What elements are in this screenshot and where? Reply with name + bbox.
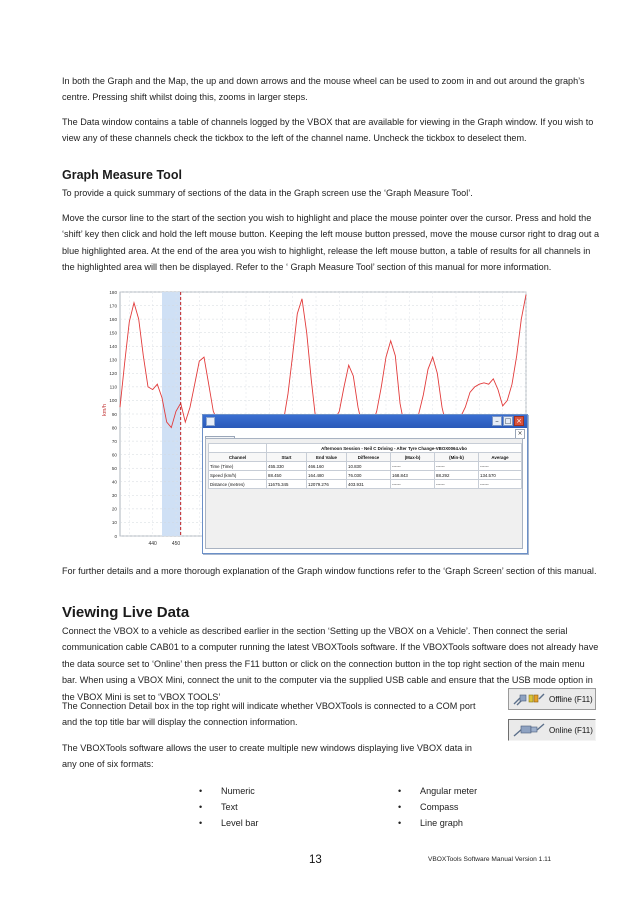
measure-results-window[interactable] <box>202 414 528 554</box>
column-header: Channel <box>209 453 267 462</box>
page-number: 13 <box>309 854 322 866</box>
y-tick-label: 90 <box>111 411 117 417</box>
online-button[interactable] <box>508 719 596 741</box>
column-header: End Value <box>307 453 347 462</box>
table-cell: ------ <box>479 462 522 471</box>
column-header: (Max-b) <box>391 453 435 462</box>
window-controls <box>492 416 524 426</box>
column-header: Average <box>479 453 522 462</box>
y-tick-label: 30 <box>111 493 117 499</box>
online-label: Online (F11) <box>549 725 593 735</box>
table-cell: 88.450 <box>267 471 307 480</box>
paragraph-data-window: The Data window contains a table of channels logged by the VBOX that are available for viewing in the Graph window. If you wish to view any of these channels check the tickbox to the left of the channel name. Uncheck the tickbox to deselect them. <box>62 117 594 144</box>
tab-strip <box>205 429 235 438</box>
list-item: • Text <box>199 799 258 815</box>
table-cell: Time (Time) <box>209 462 267 471</box>
y-tick-label: 100 <box>109 398 117 404</box>
close-icon[interactable]: × <box>514 416 524 426</box>
table-cell: ------ <box>479 480 522 489</box>
y-tick-label: 60 <box>111 452 117 458</box>
app-icon <box>206 417 215 426</box>
y-tick-label: 20 <box>111 506 117 512</box>
table-cell: 134.570 <box>479 471 522 480</box>
y-axis-label: km/h <box>102 404 108 416</box>
table-cell: 11675.345 <box>267 480 307 489</box>
list-item: • Angular meter <box>398 783 477 799</box>
paragraph-six-formats: The VBOXTools software allows the user to create multiple new windows displaying live VBOX data in any one of six formats: <box>62 743 472 770</box>
formats-list-right <box>398 783 477 831</box>
cable-disconnected-icon <box>512 690 546 708</box>
table-cell: Speed (km/h) <box>209 471 267 480</box>
minimize-icon[interactable]: – <box>492 416 502 426</box>
table-cell: 76.030 <box>347 471 391 480</box>
window-titlebar[interactable] <box>203 415 527 428</box>
table-cell: ------ <box>391 462 435 471</box>
table-cell: ------ <box>435 462 479 471</box>
paragraph-measure-intro: To provide a quick summary of sections of the data in the Graph screen use the ‘Graph Measure Tool’. <box>62 188 473 198</box>
table-cell: ------ <box>391 480 435 489</box>
y-tick-label: 110 <box>109 384 117 390</box>
manual-title: VBOXTools Software Manual Version 1.11 <box>428 856 552 863</box>
paragraph-connection-detail: The Connection Detail box in the top right will indicate whether VBOXTools is connected to a COM port and the top title bar will display the connection information. <box>62 701 476 728</box>
paragraph-zoom: In both the Graph and the Map, the up and down arrows and the mouse wheel can be used to zoom in and out around the graph’s centre. Pressing shift whilst doing this, zooms in larger steps. <box>62 76 585 103</box>
offline-button[interactable] <box>508 688 596 710</box>
table-cell: 455.330 <box>267 462 307 471</box>
results-header-row <box>209 453 522 462</box>
y-tick-label: 180 <box>109 289 117 295</box>
table-cell: 12079.276 <box>307 480 347 489</box>
y-tick-label: 140 <box>109 344 117 350</box>
x-tick-label: 450 <box>171 541 181 547</box>
table-cell: 168.843 <box>391 471 435 480</box>
y-tick-label: 0 <box>114 533 117 539</box>
y-tick-label: 80 <box>111 425 117 431</box>
paragraph-measure-steps: Move the cursor line to the start of the section you wish to highlight and place the mouse pointer over the cursor. Press and hold the ‘shift’ key then click and hold the left mouse button. Keeping the left mouse button pressed, move the mouse cursor right to drag out a blue highlighted area. At the end of the area you wish to highlight, release the left mouse button, a table of results for all channels in the highlighted area will then be displayed. Refer to the ‘ Graph Measure Tool’ section of this manual for more information. <box>62 213 600 273</box>
list-item: • Numeric <box>199 783 258 799</box>
table-cell: ------ <box>435 480 479 489</box>
table-cell: 403.931 <box>347 480 391 489</box>
column-header: Start <box>267 453 307 462</box>
y-tick-label: 40 <box>111 479 117 485</box>
heading-viewing-live-data: Viewing Live Data <box>62 604 190 621</box>
y-tick-label: 120 <box>109 371 117 377</box>
table-row <box>209 480 522 489</box>
maximize-icon[interactable]: □ <box>504 417 512 425</box>
paragraph-connect-vbox: Connect the VBOX to a vehicle as described earlier in the section ‘Setting up the VBOX on a Vehicle’. Then connect the serial communication cable CAB01 to a computer running the latest VBOXTools software. If the VBOXTools software does not already have the data source set to ‘Online’ then press the F11 button or click on the connection button in the top right section of the main menu bar. When using a VBOX Mini, connect the unit to the computer via the supplied USB cable and ensure that the USB mode option in the VBOX Mini is set to ‘VBOX TOOLS’ <box>62 626 599 702</box>
y-tick-label: 130 <box>109 357 117 363</box>
results-caption: Afternoon Session - Neil C Driving - After Tyre Change-VBOX0064.vbo <box>267 444 522 453</box>
y-tick-label: 160 <box>109 316 117 322</box>
list-item: • Line graph <box>398 815 477 831</box>
offline-label: Offline (F11) <box>549 694 593 704</box>
list-item: • Compass <box>398 799 477 815</box>
tab-content <box>205 438 523 549</box>
column-header: Difference <box>347 453 391 462</box>
list-item: • Level bar <box>199 815 258 831</box>
table-row <box>209 462 522 471</box>
column-header: (Min-b) <box>435 453 479 462</box>
y-tick-label: 50 <box>111 466 117 472</box>
heading-graph-measure-tool: Graph Measure Tool <box>62 168 182 182</box>
x-tick-label: 440 <box>148 541 157 547</box>
table-cell: 10.830 <box>347 462 391 471</box>
y-tick-label: 10 <box>111 520 117 526</box>
results-table <box>208 443 522 489</box>
table-row <box>209 471 522 480</box>
tab-close-icon[interactable]: × <box>515 429 525 439</box>
cable-connected-icon <box>512 721 546 739</box>
table-cell: Distance (metres) <box>209 480 267 489</box>
table-cell: 466.160 <box>307 462 347 471</box>
graph-measure-figure <box>92 288 532 556</box>
paragraph-further-details: For further details and a more thorough explanation of the Graph window functions refer to the ‘Graph Screen’ section of this manual. <box>62 566 597 576</box>
y-tick-label: 70 <box>111 438 117 444</box>
y-tick-label: 150 <box>109 330 117 336</box>
y-tick-label: 170 <box>109 303 117 309</box>
table-cell: 88.292 <box>435 471 479 480</box>
table-cell: 164.480 <box>307 471 347 480</box>
formats-list-left <box>199 783 258 831</box>
